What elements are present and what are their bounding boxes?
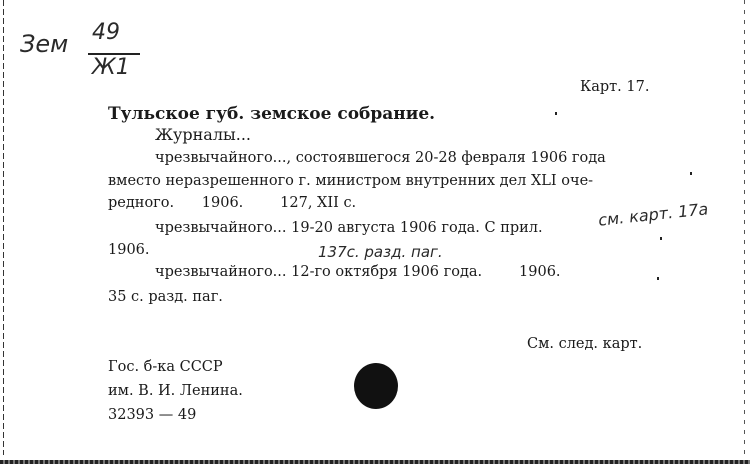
entry-2-line-2: 1906. xyxy=(108,242,150,258)
entry-3-line-1: чрезвычайного... 12-го октября 1906 года. 1906. xyxy=(155,264,561,280)
subheading: Журналы... xyxy=(155,125,251,144)
pagination-note: 137с. разд. паг. xyxy=(318,243,443,261)
stray-mark xyxy=(555,112,557,115)
heading: Тульское губ. земское собрание. xyxy=(108,104,436,124)
card-right-edge xyxy=(744,0,745,455)
card-number: Карт. 17. xyxy=(580,79,650,95)
library-stamp-line-1: Гос. б-ка СССР xyxy=(108,359,223,375)
library-stamp-line-3: 32393 — 49 xyxy=(108,407,197,423)
see-next-card: См. след. карт. xyxy=(527,336,643,352)
shelf-mark-prefix: Зем xyxy=(20,30,69,58)
entry-1-line-3: редного. 1906. 127, XII с. xyxy=(108,195,357,211)
shelf-mark-bottom: Ж1 xyxy=(92,55,130,80)
cross-reference-note: см. карт. 17а xyxy=(597,199,710,230)
entry-1-line-1: чрезвычайного..., состоявшегося 20-28 февраля 1906 года xyxy=(155,150,606,166)
shelf-mark-top: 49 xyxy=(92,20,120,45)
entry-2-line-1: чрезвычайного... 19-20 августа 1906 года. С прил. xyxy=(155,220,543,236)
card-left-edge xyxy=(3,0,4,455)
stray-mark xyxy=(690,172,692,175)
card-bottom-edge xyxy=(0,460,750,464)
entry-3-line-2: 35 с. разд. паг. xyxy=(108,289,223,305)
card-punch-hole xyxy=(354,363,398,409)
library-stamp-line-2: им. В. И. Ленина. xyxy=(108,383,243,399)
stray-mark xyxy=(657,277,659,280)
stray-mark xyxy=(660,237,662,240)
entry-1-line-2: вместо неразрешенного г. министром внутренних дел XLI оче- xyxy=(108,173,594,189)
